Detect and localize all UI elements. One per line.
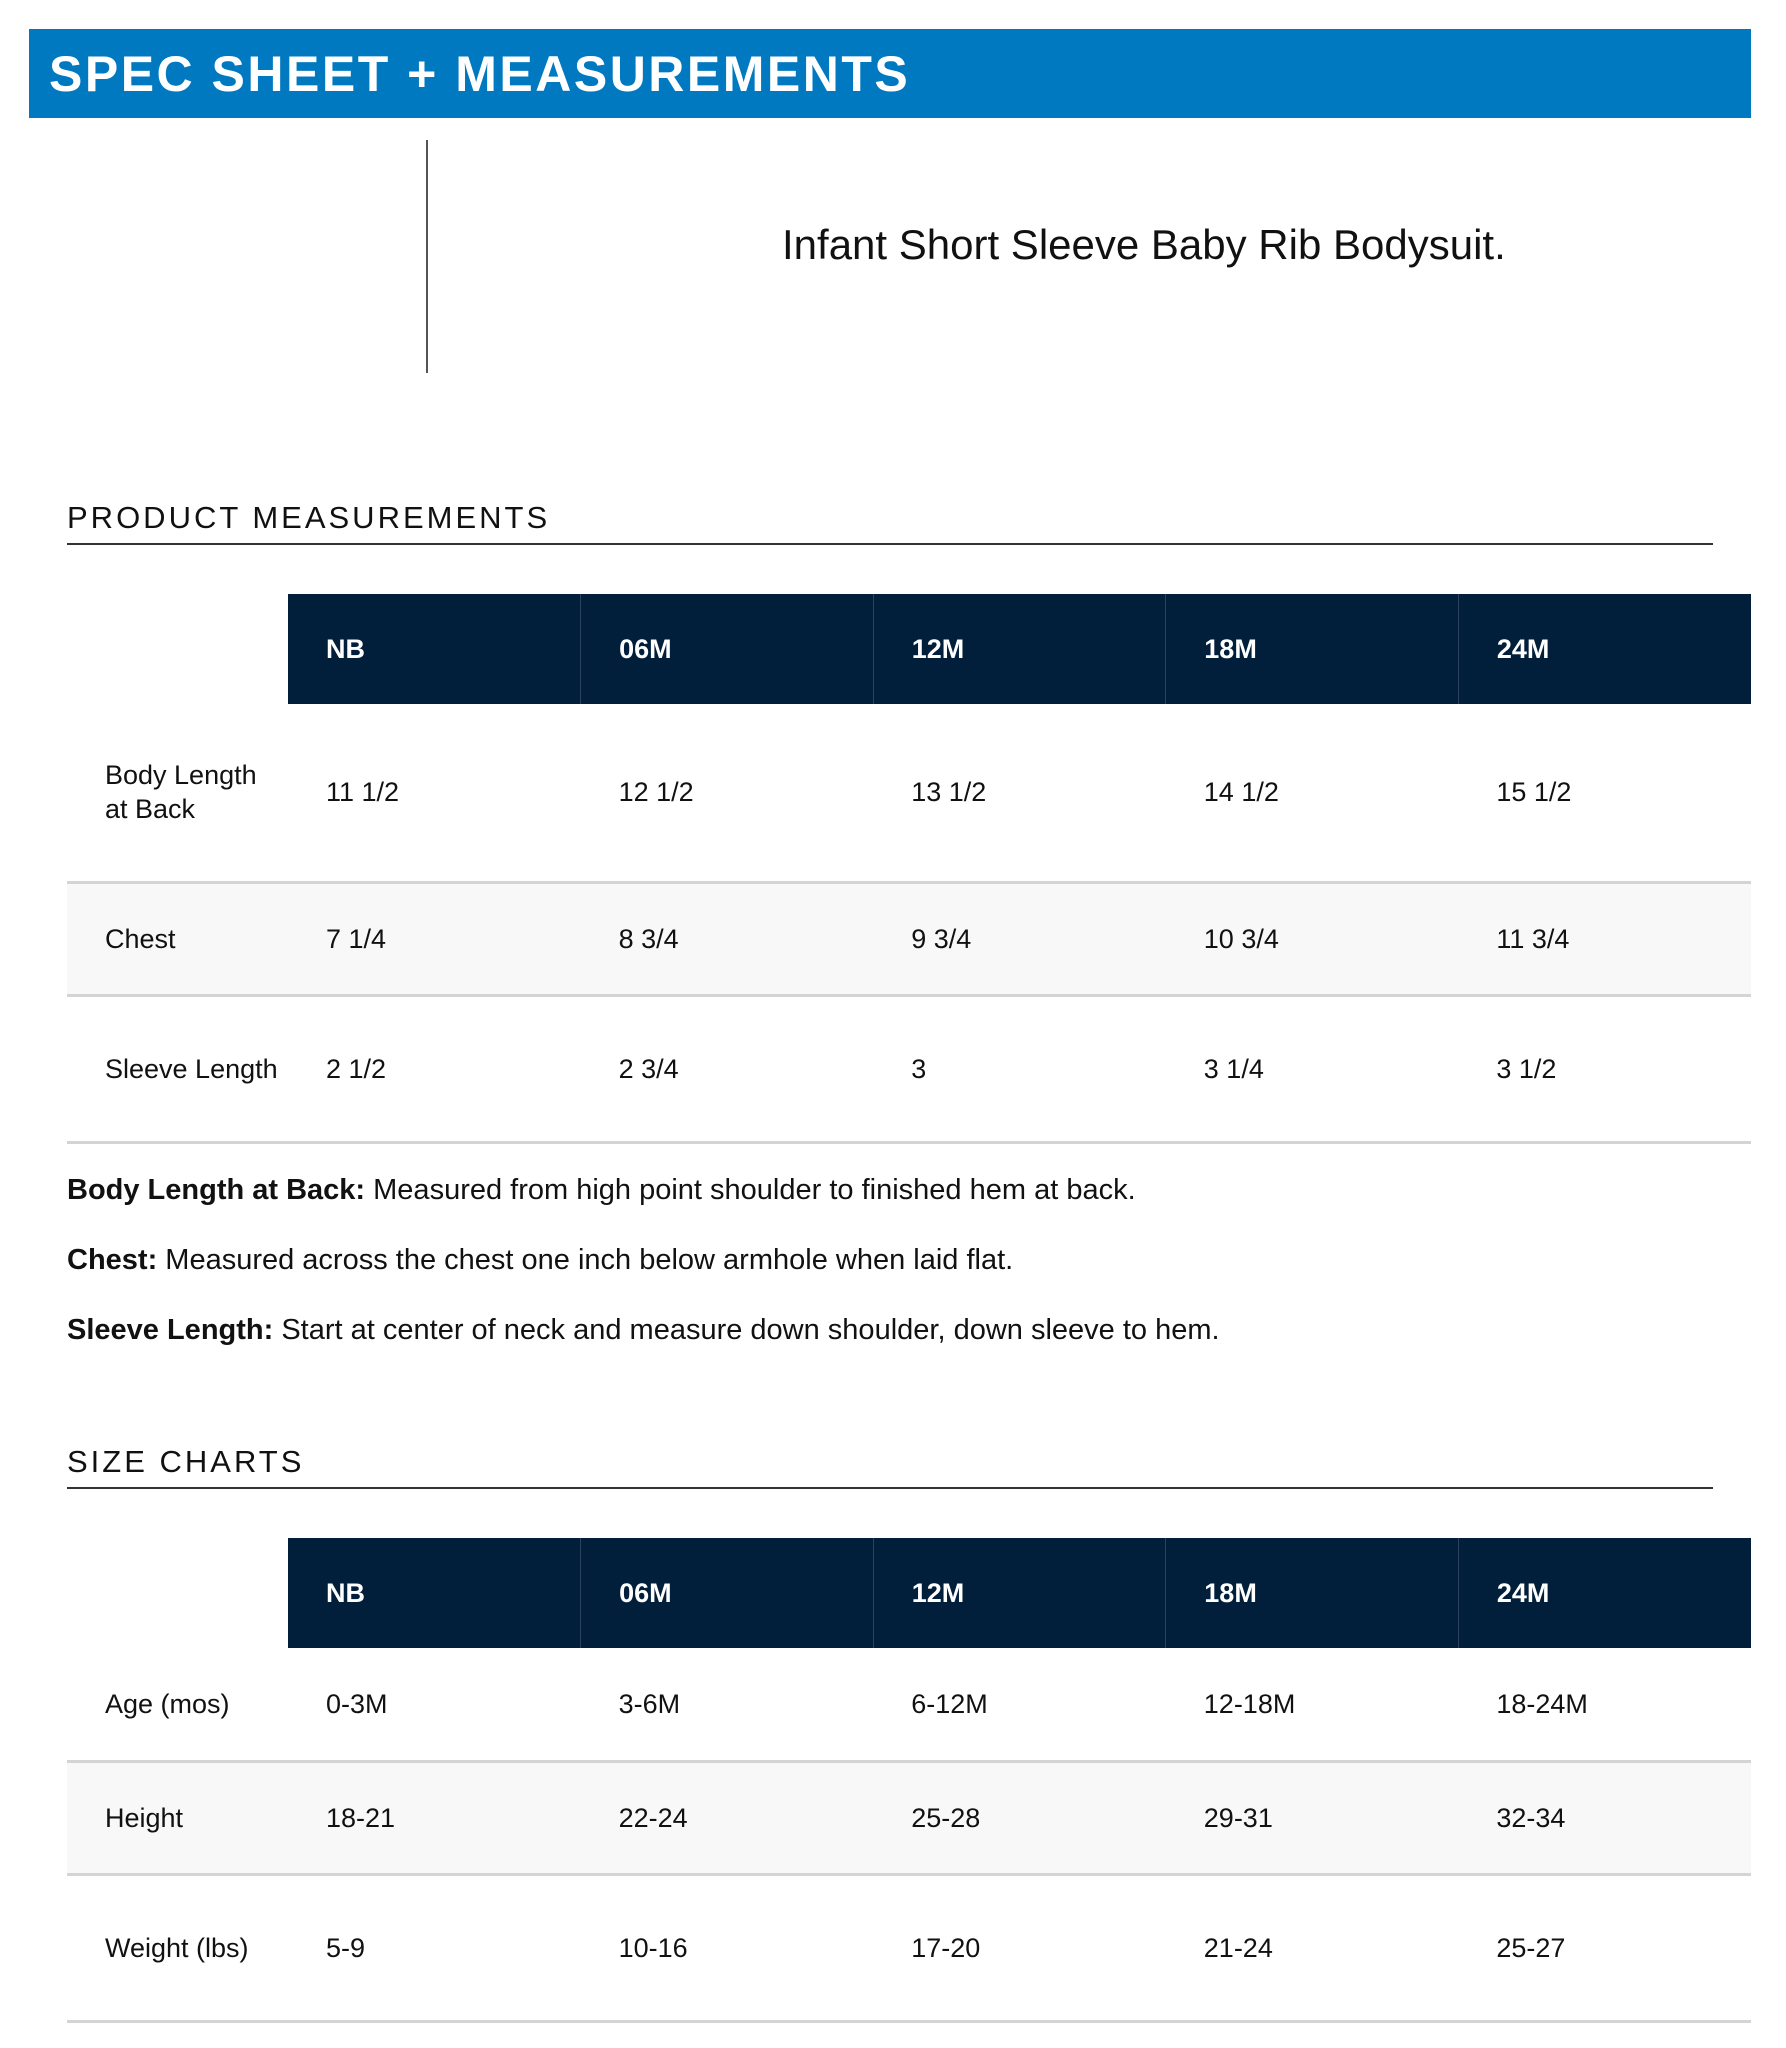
table-cell: 14 1/2 (1166, 704, 1459, 882)
table-cell: 5-9 (288, 1874, 581, 2021)
table-cell: 25-27 (1458, 1874, 1751, 2021)
table-cell: 6-12M (873, 1648, 1166, 1761)
table-cell: 10-16 (581, 1874, 874, 2021)
table-cell: 18-21 (288, 1761, 581, 1874)
table-cell: 11 1/2 (288, 704, 581, 882)
table-cell: 7 1/4 (288, 882, 581, 995)
header-banner (29, 29, 1751, 118)
row-label: Sleeve Length (67, 995, 288, 1142)
table-cell: 12-18M (1166, 1648, 1459, 1761)
table-row (67, 1761, 1751, 1874)
size-charts-rule (67, 1487, 1713, 1489)
column-header: 12M (873, 594, 1166, 704)
table-corner-cell (67, 594, 288, 704)
table-cell: 29-31 (1166, 1761, 1459, 1874)
table-cell: 17-20 (873, 1874, 1166, 2021)
table-cell: 10 3/4 (1166, 882, 1459, 995)
note-text: Measured from high point shoulder to finished hem at back. (365, 1174, 1136, 1206)
product-measurements-rule (67, 543, 1713, 545)
table-cell: 0-3M (288, 1648, 581, 1761)
note-text: Measured across the chest one inch below armhole when laid flat. (157, 1244, 1014, 1276)
table-header-row (67, 594, 1751, 704)
measurement-note (67, 1312, 1717, 1348)
row-label: Weight (lbs) (67, 1874, 288, 2021)
table-row (67, 882, 1751, 995)
vertical-divider (426, 140, 428, 373)
size-charts-table (67, 1538, 1751, 2023)
table-cell: 12 1/2 (581, 704, 874, 882)
size-charts-title: SIZE CHARTS (67, 1444, 305, 1479)
note-term: Sleeve Length: (67, 1314, 274, 1346)
table-cell: 11 3/4 (1458, 882, 1751, 995)
table-row (67, 1648, 1751, 1761)
note-text: Start at center of neck and measure down shoulder, down sleeve to hem. (273, 1314, 1220, 1346)
column-header: NB (288, 594, 581, 704)
column-header: 12M (873, 1538, 1166, 1648)
measurement-notes (67, 1172, 1717, 1382)
note-term: Chest: (67, 1244, 158, 1276)
table-cell: 3-6M (581, 1648, 874, 1761)
table-cell: 2 3/4 (581, 995, 874, 1142)
table-cell: 21-24 (1166, 1874, 1459, 2021)
column-header: 24M (1458, 1538, 1751, 1648)
product-measurements-table (67, 594, 1751, 1144)
row-label: Chest (67, 882, 288, 995)
column-header: 24M (1458, 594, 1751, 704)
column-header: 06M (581, 1538, 874, 1648)
note-term: Body Length at Back: (67, 1174, 366, 1206)
table-header-row (67, 1538, 1751, 1648)
table-cell: 3 1/2 (1458, 995, 1751, 1142)
table-cell: 3 (873, 995, 1166, 1142)
table-row (67, 1874, 1751, 2021)
table-cell: 8 3/4 (581, 882, 874, 995)
row-label: Body Length at Back (67, 704, 288, 882)
column-header: NB (288, 1538, 581, 1648)
table-cell: 2 1/2 (288, 995, 581, 1142)
table-cell: 32-34 (1458, 1761, 1751, 1874)
table-cell: 3 1/4 (1166, 995, 1459, 1142)
row-label: Height (67, 1761, 288, 1874)
row-label: Age (mos) (67, 1648, 288, 1761)
product-measurements-title: PRODUCT MEASUREMENTS (67, 500, 551, 535)
product-name: Infant Short Sleeve Baby Rib Bodysuit. (782, 221, 1506, 268)
column-header: 18M (1166, 1538, 1459, 1648)
measurement-note (67, 1242, 1717, 1278)
table-cell: 18-24M (1458, 1648, 1751, 1761)
table-cell: 15 1/2 (1458, 704, 1751, 882)
table-cell: 22-24 (581, 1761, 874, 1874)
column-header: 06M (581, 594, 874, 704)
page-title: SPEC SHEET + MEASUREMENTS (49, 45, 911, 102)
table-cell: 13 1/2 (873, 704, 1166, 882)
table-cell: 9 3/4 (873, 882, 1166, 995)
measurement-note (67, 1172, 1717, 1208)
table-corner-cell (67, 1538, 288, 1648)
column-header: 18M (1166, 594, 1459, 704)
table-row (67, 995, 1751, 1142)
table-row (67, 704, 1751, 882)
table-cell: 25-28 (873, 1761, 1166, 1874)
